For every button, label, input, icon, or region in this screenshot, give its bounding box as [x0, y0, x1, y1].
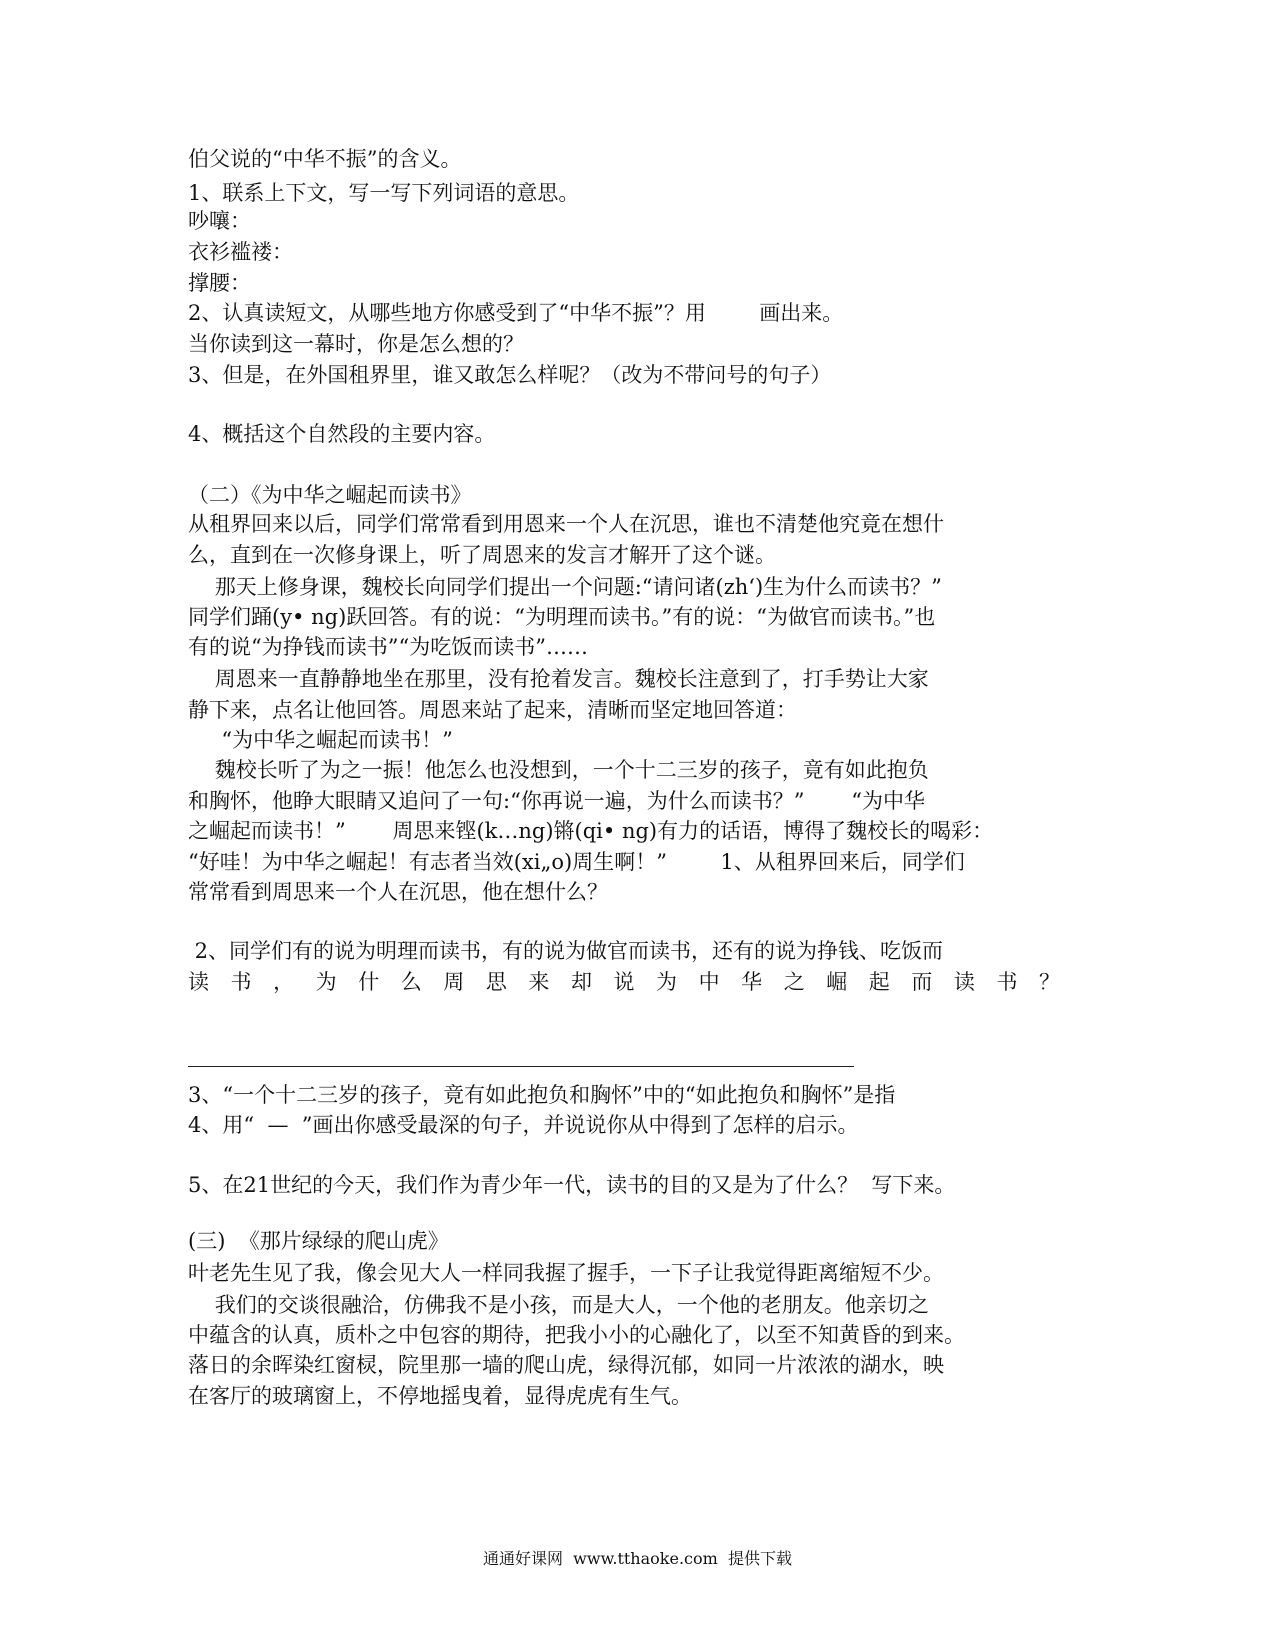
section-heading-2: （二）《为中华之崛起而读书》	[188, 483, 472, 507]
question-3: 3、但是，在外国租界里，谁又敢怎么样呢？（改为不带问号的句子）	[188, 363, 832, 387]
page-footer: 通通好课网 www.tthaoke.com 提供下载	[483, 1549, 792, 1568]
question-2: 2、认真读短文，从哪些地方你感受到了“中华不振”？用 画出来。	[188, 301, 844, 325]
answer-line	[188, 1066, 854, 1067]
passage-line-6: 周恩来一直静静地坐在那里，没有抢着发言。魏校长注意到了，打手势让大家	[188, 667, 929, 691]
passage3-line-3: 中蕴含的认真，质朴之中包容的期待，把我小小的心融化了，以至不知黄昏的到来。	[188, 1323, 965, 1347]
passage-line-7: 静下来，点名让他回答。周恩来站了起来，清晰而坚定地回答道：	[188, 698, 797, 722]
question-4: 4、概括这个自然段的主要内容。	[188, 422, 496, 446]
section2-question-4: 4、用“ — ”画出你感受最深的句子，并说说你从中得到了怎样的启示。	[188, 1113, 859, 1137]
passage3-line-1: 叶老先生见了我，像会见大人一样同我握了握手，一下子让我觉得距离缩短不少。	[188, 1261, 944, 1285]
section2-question-3: 3、“一个十二三岁的孩子，竟有如此抱负和胸怀”中的“如此抱负和胸怀”是指	[188, 1083, 896, 1107]
passage-line-13: 常常看到周思来一个人在沉思，他在想什么？	[188, 880, 608, 904]
passage-line-2: 么，直到在一次修身课上，听了周恩来的发言才解开了这个谜。	[188, 543, 776, 567]
section2-question-2: 2、同学们有的说为明理而读书，有的说为做官而读书，还有的说为挣钱、吃饭而	[188, 939, 944, 963]
passage-line-9: 魏校长听了为之一振！他怎么也没想到，一个十二三岁的孩子，竟有如此抱负	[188, 758, 929, 782]
passage-line-8: “为中华之崛起而读书！”	[188, 728, 453, 752]
passage-line-4: 同学们踊(y• ng)跃回答。有的说：“为明理而读书。”有的说：“为做官而读书。”也	[188, 605, 936, 629]
passage-line-10: 和胸怀，他睁大眼睛又追问了一句:“你再说一遍，为什么而读书？” “为中华	[188, 789, 926, 813]
passage-line-11: 之崛起而读书！” 周思来铿(k…ng)锵(qi• ng)有力的话语，博得了魏校长的喝彩：	[188, 819, 994, 843]
question-1: 1、联系上下文，写一写下列词语的意思。	[188, 181, 580, 205]
text-line-1: 伯父说的“中华不振”的含义。	[188, 147, 462, 171]
passage3-line-4: 落日的余晖染红窗棂，院里那一墙的爬山虎，绿得沉郁，如同一片浓浓的湖水，映	[188, 1353, 944, 1377]
passage-line-5: 有的说“为挣钱而读书”“为吃饭而读书”……	[188, 635, 588, 659]
term-chengyao: 撑腰：	[188, 271, 251, 295]
section2-question-2-cont: 读​书​，​为​什​么​周​思​来​却​说​为​中​华​之​崛​起​而​读​书​？	[188, 970, 1060, 994]
section-heading-3: (三) 《那片绿绿的爬山虎》	[188, 1229, 449, 1253]
term-yishan-lanlv: 衣衫褴褛：	[188, 240, 293, 264]
term-chaorang: 吵嚷：	[188, 209, 251, 233]
section2-question-5: 5、在21世纪的今天，我们作为青少年一代，读书的目的又是为了什么？ 写下来。	[188, 1173, 956, 1197]
passage-line-3: 那天上修身课，魏校长向同学们提出一个问题:“请问诸(zh‘)生为什么而读书？”	[188, 575, 942, 599]
passage-line-12: “好哇！为中华之崛起！有志者当效(xi„o)周生啊！” 1、从租界回来后，同学们	[188, 850, 965, 874]
text-line-7: 当你读到这一幕时，你是怎么想的？	[188, 332, 524, 356]
passage3-line-5: 在客厅的玻璃窗上，不停地摇曳着，显得虎虎有生气。	[188, 1384, 692, 1408]
passage-line-1: 从租界回来以后，同学们常常看到用恩来一个人在沉思，谁也不清楚他究竟在想什	[188, 512, 944, 536]
passage3-line-2: 我们的交谈很融洽，仿佛我不是小孩，而是大人，一个他的老朋友。他亲切之	[188, 1293, 929, 1317]
